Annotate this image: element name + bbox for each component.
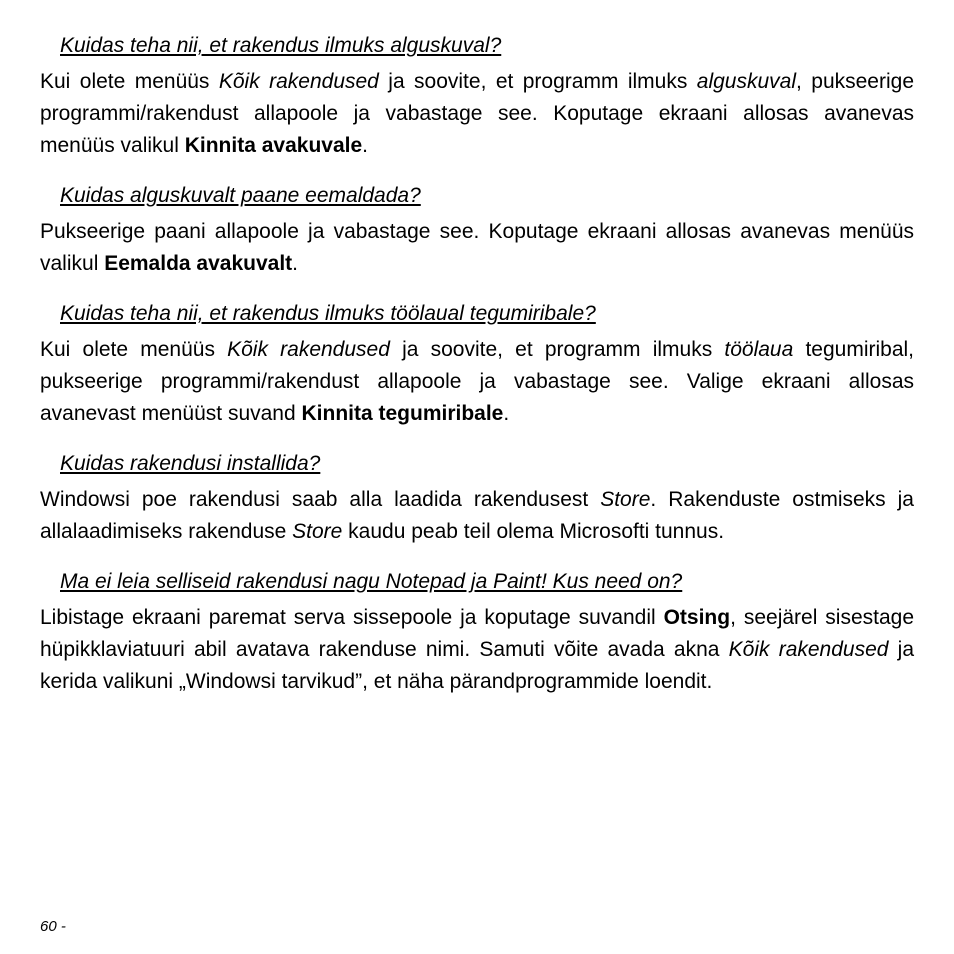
faq-question: Kuidas alguskuvalt paane eemaldada?: [60, 184, 421, 207]
answer-text: Libistage ekraani paremat serva sissepoole ja koputage suvandil: [40, 606, 664, 629]
faq-answer: [40, 216, 914, 280]
bold-command-text: Otsing: [663, 606, 731, 629]
faq-item: [40, 448, 914, 548]
answer-text: Windowsi poe rakendusi saab alla laadida rakendusest: [40, 488, 601, 511]
answer-text: .: [362, 134, 368, 157]
page-number: 60 -: [40, 918, 66, 935]
bold-command-text: Eemalda avakuvalt: [104, 252, 293, 275]
answer-text: , seejärel sisestage hüpikklaviatuuri abil avatava rakenduse nimi. Samuti võite avada akna: [40, 606, 914, 661]
faq-answer: [40, 602, 914, 698]
faq-question: Ma ei leia selliseid rakendusi nagu Notepad ja Paint! Kus need on?: [60, 570, 683, 593]
emphasized-text: Kõik rakendused: [227, 338, 390, 361]
answer-text: ja soovite, et programm ilmuks: [378, 70, 697, 93]
emphasized-text: Store: [600, 488, 651, 511]
answer-text: , pukseerige programmi/rakendust allapoole ja vabastage see. Koputage ekraani allosas avanevas menüüs valikul: [40, 70, 914, 157]
answer-text: ja soovite, et programm ilmuks: [389, 338, 725, 361]
bold-command-text: Kinnita tegumiribale: [301, 402, 504, 425]
answer-text: . Rakenduste ostmiseks ja allalaadimiseks rakenduse: [40, 488, 914, 543]
faq-item: [40, 30, 914, 162]
faq-question: Kuidas teha nii, et rakendus ilmuks töölaual tegumiribale?: [60, 302, 596, 325]
emphasized-text: Kõik rakendused: [218, 70, 379, 93]
answer-text: ja kerida valikuni „Windowsi tarvikud”, et näha pärandprogrammide loendit.: [40, 638, 915, 693]
faq-item: [40, 566, 914, 698]
faq-question: Kuidas teha nii, et rakendus ilmuks alguskuval?: [60, 34, 502, 57]
emphasized-text: töölaua: [724, 338, 794, 361]
answer-text: Pukseerige paani allapoole ja vabastage see. Koputage ekraani allosas avanevas menüüs valikul: [40, 220, 914, 275]
emphasized-text: Store: [292, 520, 343, 543]
faq-answer: [40, 66, 914, 162]
answer-text: .: [503, 402, 510, 425]
bold-command-text: Kinnita avakuvale: [184, 134, 363, 157]
faq-question: Kuidas rakendusi installida?: [60, 452, 321, 475]
answer-text: kaudu peab teil olema Microsofti tunnus.: [342, 520, 725, 543]
faq-item: [40, 180, 914, 280]
faq-item: [40, 298, 914, 430]
answer-text: .: [292, 252, 298, 275]
answer-text: tegumiribal, pukseerige programmi/rakendust allapoole ja vabastage see. Valige ekraani allosas avanevast menüüst suvand: [40, 338, 915, 425]
emphasized-text: alguskuval: [696, 70, 797, 93]
faq-answer: [40, 334, 914, 430]
answer-text: Kui olete menüüs: [40, 338, 228, 361]
emphasized-text: Kõik rakendused: [728, 638, 889, 661]
faq-answer: [40, 484, 914, 548]
faq-page: [40, 30, 914, 716]
answer-text: Kui olete menüüs: [40, 70, 219, 93]
